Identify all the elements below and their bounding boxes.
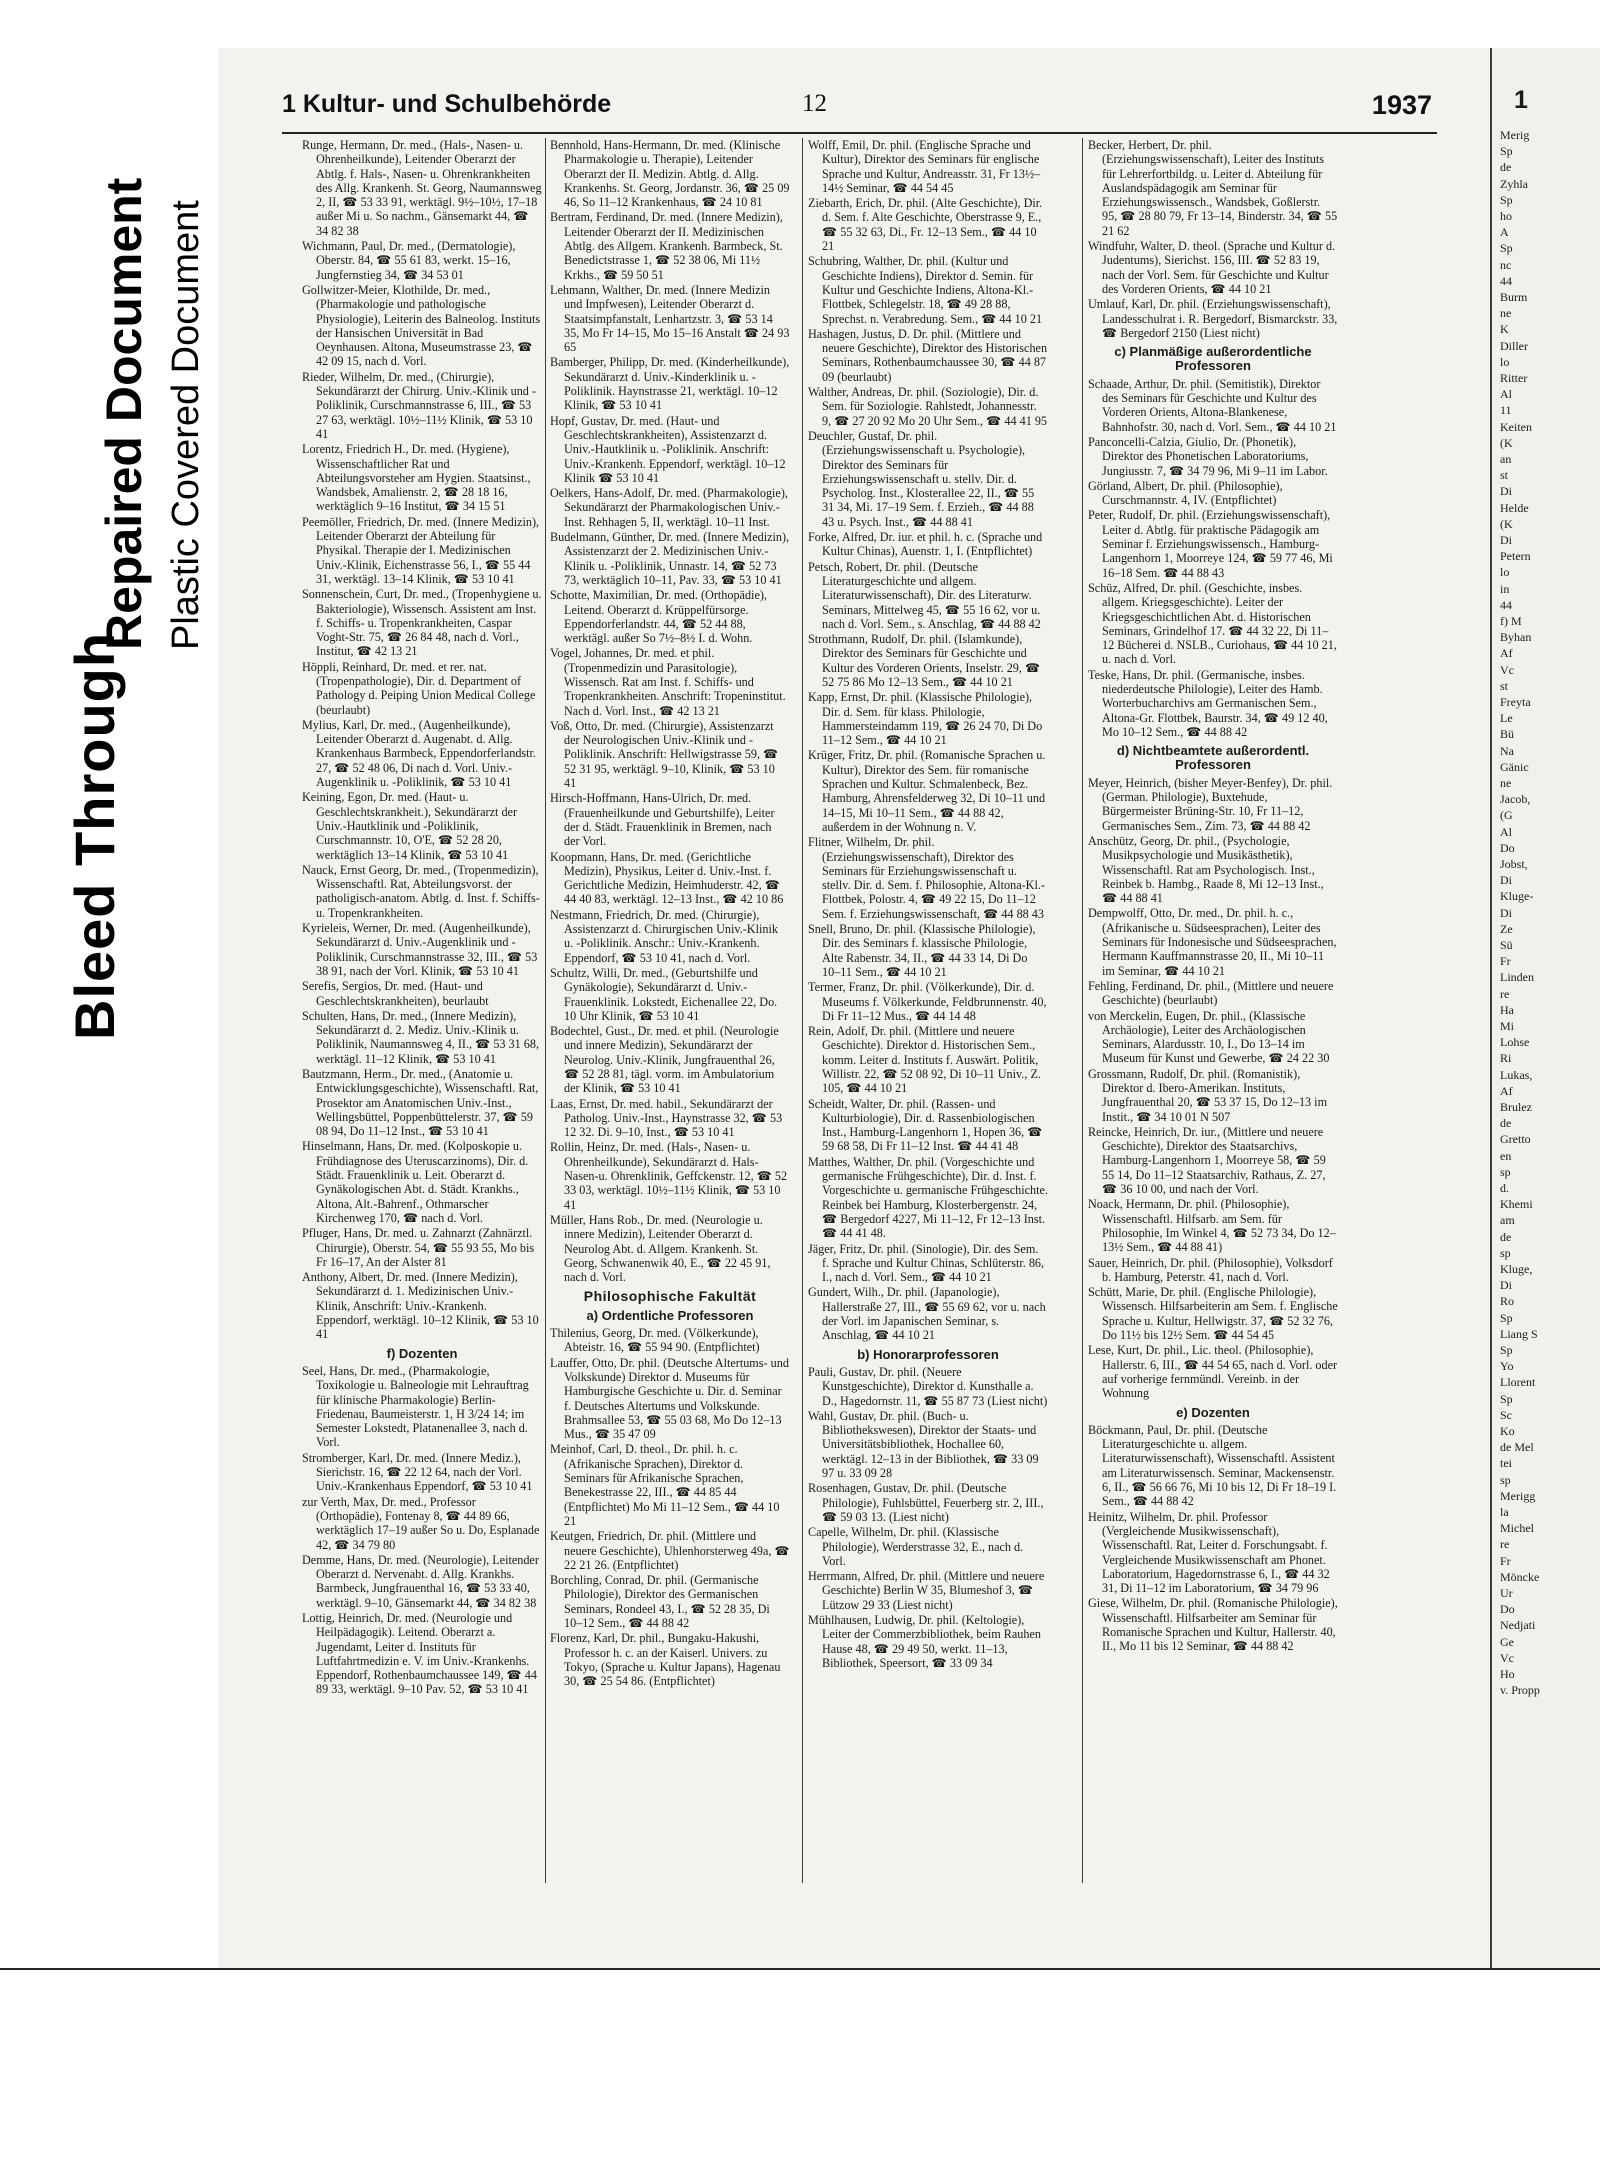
adjacent-page-fragment: Ze [1500,921,1513,936]
adjacent-page-fragment: Af [1500,646,1513,661]
directory-entry: Voß, Otto, Dr. med. (Chirurgie), Assistenzarzt der Neurologischen Univ.-Klinik und -Poliklinik. Anschrift: Hellwigstrasse 59, ☎ 52 31 95, werktägl. 9–10, Klinik, ☎ 53 10 41 [550,718,779,791]
adjacent-page-fragment: Na [1500,743,1514,758]
directory-entry: Mylius, Karl, Dr. med., (Augenheilkunde), Leitender Oberarzt d. Augenabt. d. Allg. Krankenhaus Barmbeck, Eppendorferlandstr. 27, ☎ 52 48 06, Di nach d. Vorl. Univ.-Augenklinik u. -Poliklinik, ☎ 53 10 41 [302,717,536,790]
directory-entry: Petsch, Robert, Dr. phil. (Deutsche Literaturgeschichte und allgem. Literaturwissenschaft), Dir. des Literaturw. Seminars, Mittelweg 45, ☎ 55 16 62, vor u. nach d. Vorl. Sem., s. Anschlag, ☎ 44 88 42 [808,559,1041,631]
adjacent-page-fragment: Ho [1500,1667,1515,1681]
adjacent-page-fragment: de Mel [1500,1440,1534,1455]
directory-entry: Wahl, Gustav, Dr. phil. (Buch- u. Bibliothekswesen), Direktor der Staats- und Universitätsbibliothek, Hochallee 60, werktägl. 12–13 in der Bibliothek, ☎ 33 09 97 u. 33 09 28 [808,1408,1039,1481]
header-year: 1937 [1371,90,1432,120]
directory-entry: Umlauf, Karl, Dr. phil. (Erziehungswissenschaft), Landesschulrat i. R. Bergedorf, Bismarckstr. 33, ☎ Bergedorf 2150 (Liest nicht) [1088,297,1338,340]
directory-entry: Peemöller, Friedrich, Dr. med. (Innere Medizin), Leitender Oberarzt der Abteilung für Physikal. Therapie der I. Medizinischen Univ.-Klinik, Eichenstrasse 56, I., ☎ 55 44 31, werktägl. 13–14 Klinik, ☎ 53 10 41 [302,514,540,586]
section-heading: Philosophische Fakultät [583,1288,757,1305]
adjacent-page-fragment: Ha [1500,1002,1514,1017]
directory-entry: Lottig, Heinrich, Dr. med. (Neurologie und Heilpädagogik). Leitend. Oberarzt a. Jugendamt, Leiter d. Instituts für Luftfahrtmedizin e. V. im Univ.-Krankenhs. Eppendorf, Rothenbaumchaussee 149, ☎ 44 89 33, werktägl. 9–10 Pav. 52, ☎ 53 10 41 [302,1610,537,1697]
adjacent-page-edge [1492,48,1600,1968]
adjacent-page-fragment: Burm [1500,290,1528,304]
directory-entry: Schultz, Willi, Dr. med., (Geburtshilfe und Gynäkologie), Sekundärarzt d. Univ.-Frauenklinik. Lokstedt, Eichenallee 22, Do. 10 Uhr Klinik, ☎ 53 10 41 [550,965,778,1023]
adjacent-page-fragment: Di [1500,484,1512,499]
column-1 [302,138,542,1698]
adjacent-page-fragment: sp [1500,1245,1511,1260]
adjacent-page-fragment: Petern [1500,549,1531,564]
adjacent-page-fragment: in [1500,581,1510,596]
plastic-covered-label: Plastic Covered Document [165,200,207,650]
adjacent-page-fragment: lo [1500,565,1510,580]
directory-entry: Müller, Hans Rob., Dr. med. (Neurologie u. innere Medizin), Leitender Oberarzt d. Neurolog Abt. d. Allgem. Krankenh. St. Georg, Schwanenwik 40, E., ☎ 22 45 91, nach d. Vorl. [550,1212,771,1285]
directory-entry: Keutgen, Friedrich, Dr. phil. (Mittlere und neuere Geschichte), Uhlenhorsterweg 49a, ☎ 22 21 26. (Entpflichtet) [550,1529,790,1572]
directory-entry: Rosenhagen, Gustav, Dr. phil. (Deutsche Philologie), Fuhlsbüttel, Feuerberg str. 2, III., ☎ 59 03 13. (Liest nicht) [808,1481,1044,1524]
directory-entry: Pfluger, Hans, Dr. med. u. Zahnarzt (Zahnärztl. Chirurgie), Oberstr. 54, ☎ 55 93 55, Mo bis Fr 16–17, An der Alster 81 [302,1226,535,1269]
directory-entry: Seel, Hans, Dr. med., (Pharmakologie, Toxikologie u. Balneologie mit Lehrauftrag für klinische Pharmakologie) Berlin-Friedenau, Baumeisterstr. 1, H 3/24 14; im Semester Lokstedt, Platanenallee 3, nach d. Vorl. [302,1363,529,1450]
directory-entry: Schotte, Maximilian, Dr. med. (Orthopädie), Leitend. Oberarzt d. Krüppelfürsorge. Eppendorferlandstr. 44, ☎ 52 44 88, werktägl. außer So 7½–8½ I. d. Wohn. [550,588,767,646]
directory-entry: Oelkers, Hans-Adolf, Dr. med. (Pharmakologie), Sekundärarzt der Pharmakologischen Univ.-Inst. Rehhagen 5, II, werktägl. 10–11 Inst. [550,486,788,529]
adjacent-page-fragment: f) M [1500,614,1522,628]
adjacent-page-fragment: K [1500,322,1509,337]
adjacent-page-fragment: re [1500,1537,1510,1552]
directory-entry: Schulten, Hans, Dr. med., (Innere Medizin), Sekundärarzt d. 2. Mediz. Univ.-Klinik u. Poliklinik, Naumannsweg 4, II., ☎ 53 31 68, werktägl. 11–12 Klinik, ☎ 53 10 41 [302,1008,540,1066]
directory-entry: Höppli, Reinhard, Dr. med. et rer. nat. (Tropenpathologie), Dir. d. Department of Pathology d. Peiping Union Medical College (beurlaubt) [302,659,536,717]
directory-entry: Strothmann, Rudolf, Dr. phil. (Islamkunde), Direktor des Seminars für Geschichte und Kultur des Vorderen Orients, Inselstr. 29, ☎ 52 75 86 Mo 12–13 Sem., ☎ 44 10 21 [808,632,1041,689]
adjacent-page-fragment: Do [1500,840,1515,855]
adjacent-page-fragment: Sp [1500,1343,1513,1357]
directory-entry: Serefis, Sergios, Dr. med. (Haut- und Geschlechtskrankheiten), beurlaubt [302,979,489,1008]
adjacent-page-fragment: Khemi [1500,1197,1533,1212]
directory-entry: Keining, Egon, Dr. med. (Haut- u. Geschlechtskrankheit.), Sekundärarzt der Univ.-Hautklinik und -Poliklinik, Curschmannstr. 10, O'E, ☎ 52 28 20, werktäglich 13–14 Klinik, ☎ 53 10 41 [302,790,518,862]
adjacent-page-fragment: Ko [1500,1424,1515,1438]
directory-entry: Rollin, Heinz, Dr. med. (Hals-, Nasen- u. Ohrenheilkunde), Sekundärarzt d. Hals-Nasen-u. Ohrenklinik, Geffckenstr. 12, ☎ 52 33 03, werktägl. 10½–11½ Klinik, ☎ 53 10 41 [550,1140,788,1212]
scan-bottom-edge [0,1968,1600,1970]
directory-entry: Scheidt, Walter, Dr. phil. (Rassen- und Kulturbiologie), Dir. d. Rassenbiologischen Inst., Hamburg-Langenhorn 1, Hopen 36, ☎ 59 68 58, Di Fr 11–12 Inst. ☎ 44 41 48 [808,1096,1043,1154]
header-rule [282,132,1437,134]
adjacent-page-fragment: Zyhla [1500,176,1528,191]
document-page [218,48,1490,1968]
directory-entry: Meinhof, Carl, D. theol., Dr. phil. h. c. (Afrikanische Sprachen), Direktor d. Seminars für Afrikanische Sprachen, Benekestrasse 22, III., ☎ 44 85 44 (Entpflichtet) Mo Mi 11–12 Sem., ☎ 44 10 21 [550,1442,780,1528]
adjacent-page-fragment: Möncke [1500,1569,1540,1584]
directory-entry: zur Verth, Max, Dr. med., Professor (Orthopädie), Fontenay 8, ☎ 44 89 66, werktäglich 17–19 außer So u. Do, Esplanade 42, ☎ 34 79 80 [302,1494,540,1552]
directory-entry: Pauli, Gustav, Dr. phil. (Neuere Kunstgeschichte), Direktor d. Kunsthalle a. D., Hagedornstr. 11, ☎ 55 87 73 (Liest nicht) [808,1364,1048,1408]
adjacent-page-fragment: Do [1500,1602,1515,1617]
adjacent-page-fragment: Sp [1500,241,1513,256]
adjacent-page-fragment: (G [1500,808,1513,823]
directory-entry: Lorentz, Friedrich H., Dr. med. (Hygiene), Wissenschaftlicher Rat und Abteilungsvorsteher am Hygien. Staatsinst., Wandsbek, Amalienstr. 2, ☎ 28 18 16, werktäglich 9–16 Institut, ☎ 34 15 51 [302,442,531,514]
directory-entry: Reincke, Heinrich, Dr. iur., (Mittlere und neuere Geschichte), Direktor des Staatsarchivs, Hamburg-Langenhorn 1, Moorreye 58, ☎ 59 55 14, Do 11–12 Staatsarchiv, Rathaus, Z. 27, ☎ 36 10 00, und nach der Vorl. [1088,1124,1326,1197]
adjacent-page-fragment: Sp [1500,192,1513,207]
directory-entry: Hopf, Gustav, Dr. med. (Haut- und Geschlechtskrankheiten), Assistenzarzt d. Univ.-Hautklinik u. -Poliklinik. Anschrift: Univ.-Krankenh. Eppendorf, werktägl. 10–12 Klinik ☎ 53 10 41 [550,413,786,485]
directory-entry: Schaade, Arthur, Dr. phil. (Semitistik), Direktor des Seminars für Geschichte und Kultur des Vorderen Orients, Altona-Blankenese, Bahnhofstr. 30, nach d. Vorl. Sem., ☎ 44 10 21 [1088,376,1337,434]
section-heading: f) Dozenten [386,1345,458,1361]
header-title: 1 Kultur- und Schulbehörde [282,90,612,118]
directory-entry: Rein, Adolf, Dr. phil. (Mittlere und neuere Geschichte). Direktor d. Historischen Sem., komm. Leiter d. Instituts f. Auswärt. Politik, Willistr. 22, ☎ 52 08 92, Di 10–11 Univ., Z. 105, ☎ 44 10 21 [808,1024,1041,1096]
adjacent-page-fragment: sp [1500,1164,1511,1179]
adjacent-page-fragment: Vc [1500,662,1514,677]
directory-entry: Heinitz, Wilhelm, Dr. phil. Professor (Vergleichende Musikwissenschaft), Wissenschaftl. Rat, Leiter d. Forschungsabt. f. Vergleichende Musikwissenschaft am Phonet. Laboratorium, Hagedornstrasse 6, I., ☎ 44 32 31, Di 11–12 im Laboratorium, ☎ 34 79 96 [1088,1509,1330,1596]
directory-entry: Görland, Albert, Dr. phil. (Philosophie), Curschmannstr. 4, IV. (Entpflichtet) [1088,478,1283,508]
directory-entry: Meyer, Heinrich, (bisher Meyer-Benfey), Dr. phil. (German. Philologie), Buxtehude, Bürgermeister Brüning-Str. 10, Fr 11–12, Germanisches Sem., Zim. 73, ☎ 44 88 42 [1088,775,1333,833]
adjacent-page-fragment: Sc [1500,1407,1512,1422]
adjacent-page-fragment: Di [1500,873,1512,888]
directory-entry: Bautzmann, Herm., Dr. med., (Anatomie u. Entwicklungsgeschichte), Wissenschaftl. Rat, Prosektor am Anatomischen Univ.-Inst., Wellingsbüttel, Poppenbüttelerstr. 37, ☎ 59 08 94, Do 11–12 Inst., ☎ 53 10 41 [302,1067,539,1139]
adjacent-page-fragment: Di [1500,533,1512,547]
adjacent-page-fragment: re [1500,986,1510,1001]
section-heading: c) Planmäßige außerordentliche Professoren [1114,344,1312,374]
adjacent-page-fragment: Ri [1500,1051,1512,1066]
column-divider [1082,138,1083,1883]
adjacent-page-header: 1 [1514,86,1528,114]
adjacent-page-fragment: lo [1500,354,1510,369]
adjacent-page-fragment: Al [1500,824,1512,839]
directory-entry: Schütt, Marie, Dr. phil. (Englische Philologie), Wissensch. Hilfsarbeiterin am Sem. f. Englische Sprache u. Kultur, Hellwigstr. 37, ☎ 52 32 76, Do 11½ bis 12½ Sem. ☎ 44 54 45 [1088,1285,1338,1343]
adjacent-page-fragment: Merigg [1500,1488,1536,1503]
directory-entry: Anschütz, Georg, Dr. phil., (Psychologie, Musikpsychologie und Musikästhetik), Wissenschaftl. Rat am Psychologisch. Inst., Reinbek b. Hambg., Raade 8, Mi 12–13 Inst., ☎ 44 88 41 [1088,833,1324,906]
directory-entry: Forke, Alfred, Dr. iur. et phil. h. c. (Sprache und Kultur Chinas), Auenstr. 1, I. (Entpflichtet) [808,530,1043,559]
directory-entry: Flitner, Wilhelm, Dr. phil. (Erziehungswissenschaft), Direktor des Seminars für Erziehungswissenschaft u. stellv. Dir. d. Sem. f. Philosophie, Altona-Kl.-Flottbek, Polostr. 4, ☎ 49 22 15, Do 11–12 Sem. f. Erziehungswissenschaft, ☎ 44 88 43 [808,835,1045,921]
adjacent-page-fragment: Bü [1500,727,1515,742]
adjacent-page-fragment: Gretto [1500,1132,1531,1147]
directory-entry: Kyrieleis, Werner, Dr. med. (Augenheilkunde), Sekundärarzt d. Univ.-Augenklinik und -Poliklinik, Curschmannstrasse 32, III., ☎ 53 38 91, nach der Vorl. Klinik, ☎ 53 10 41 [302,921,538,978]
directory-entry: von Merckelin, Eugen, Dr. phil., (Klassische Archäologie), Leiter des Archäologischen Seminars, Alardusstr. 10, I., Do 13–14 im Museum für Kunst und Gewerbe, ☎ 24 22 30 [1088,1008,1330,1066]
adjacent-page-fragment: Fr [1500,1553,1511,1568]
adjacent-page-fragment: Byhan [1500,630,1532,645]
directory-entry: Stromberger, Karl, Dr. med. (Innere Mediz.), Sierichstr. 16, ☎ 22 12 64, nach der Vorl. Univ.-Krankenhaus Eppendorf, ☎ 53 10 41 [302,1450,533,1494]
directory-entry: Giese, Wilhelm, Dr. phil. (Romanische Philologie), Wissenschaftl. Hilfsarbeiter am Seminar für Romanische Sprachen und Kultur, Hallerstr. 40, II., Mo 11 bis 12 Seminar, ☎ 44 88 42 [1088,1596,1338,1654]
directory-entry: Gollwitzer-Meier, Klothilde, Dr. med., (Pharmakologie und pathologische Physiologie), Leiterin des Balneolog. Instituts der Hansischen Universität in Bad Oeynhausen. Altona, Museumstrasse 23, ☎ 42 09 15, nach d. Vorl. [302,282,541,369]
adjacent-page-fragment: Keiten [1500,419,1532,434]
adjacent-page-fragment: d. [1500,1181,1509,1195]
adjacent-page-fragment: Sü [1500,938,1513,952]
column-4 [1088,138,1338,1655]
directory-entry: Capelle, Wilhelm, Dr. phil. (Klassische Philologie), Werderstrasse 32, E., nach d. Vorl. [808,1525,1024,1568]
directory-entry: Thilenius, Georg, Dr. med. (Völkerkunde), Abteistr. 16, ☎ 55 94 90. (Entpflichtet) [550,1326,760,1355]
directory-entry: Schüz, Alfred, Dr. phil. (Geschichte, insbes. allgem. Kriegsgeschichte). Leiter der Kriegsgeschichtlichen Abt. d. Historischen Seminars, Grindelhof 17. ☎ 44 32 22, Di 11–12 Bücherei d. NSLB., Curiohaus, ☎ 44 10 21, u. nach d. Vorl. [1088,580,1337,667]
adjacent-page-fragment: Llorent [1500,1375,1536,1390]
adjacent-page-fragment: am [1500,1213,1515,1228]
scan-annotation-labels [0,0,215,1130]
adjacent-page-fragment: Freyta [1500,695,1531,709]
adjacent-page-fragment: tei [1500,1456,1512,1471]
directory-entry: Nauck, Ernst Georg, Dr. med., (Tropenmedizin), Wissenschaftl. Rat, Abteilungsvorst. der patholigisch-anatom. Abtlg. d. Inst. f. Schiffs- u. Tropenkrankheiten. [302,862,540,920]
adjacent-page-fragment: de [1500,160,1512,175]
directory-entry: Sauer, Heinrich, Dr. phil. (Philosophie), Volksdorf b. Hamburg, Peterstr. 41, nach d. Vorl. [1088,1255,1333,1284]
adjacent-page-fragment: Fr [1500,954,1511,969]
adjacent-page-fragment: an [1500,452,1512,466]
directory-entry: Deuchler, Gustaf, Dr. phil. (Erziehungswissenschaft u. Psychologie), Direktor des Seminars für Erziehungswissenschaft u. stellv. Dir. d. Psycholog. Inst., Klosterallee 22, II., ☎ 55 31 34, Mi. 17–19 Sem. f. Erzieh., ☎ 44 88 43 u. Psych. Inst., ☎ 44 88 41 [808,428,1035,529]
adjacent-page-fragment: Sp [1500,144,1513,159]
directory-entry: Mühlhausen, Ludwig, Dr. phil. (Keltologie), Leiter der Commerzbibliothek, beim Rauhen Hause 48, ☎ 29 49 50, werkt. 11–13, Bibliothek, Speersort, ☎ 33 09 34 [808,1612,1041,1670]
directory-entry: Hirsch-Hoffmann, Hans-Ulrich, Dr. med. (Frauenheilkunde und Geburtshilfe), Leiter der d. Städt. Frauenklinik in Bremen, nach der Vorl. [550,791,775,849]
column-divider [802,138,803,1883]
adjacent-page-fragment: ne [1500,776,1512,790]
adjacent-page-fragment: Vc [1500,1650,1514,1665]
adjacent-page-fragment: Yo [1500,1359,1514,1374]
adjacent-page-fragment: Diller [1500,338,1528,353]
adjacent-page-fragment: Jacob, [1500,792,1531,807]
directory-entry: Gundert, Wilh., Dr. phil. (Japanologie), Hallerstraße 27, III., ☎ 55 69 62, vor u. nach der Vorl. im Japanischen Seminar, s. Anschlag, ☎ 44 10 21 [808,1285,1046,1343]
adjacent-page-fragment: Sp [1500,1310,1513,1325]
directory-entry: Sonnenschein, Curt, Dr. med., (Tropenhygiene u. Bakteriologie), Wissensch. Assistent am Inst. f. Schiffs- u. Tropenkrankheiten, Caspar Voght-Str. 75, ☎ 26 84 48, nach d. Vorl., Institut, ☎ 42 13 21 [302,587,542,659]
directory-entry: Bamberger, Philipp, Dr. med. (Kinderheilkunde), Sekundärarzt d. Univ.-Kinderklinik u. -Poliklinik. Haynstrasse 21, werktägl. 10–12 Klinik, ☎ 53 10 41 [550,355,790,413]
directory-entry: Kapp, Ernst, Dr. phil. (Klassische Philologie), Dir. d. Sem. für klass. Philologie, Hammersteindamm 119, ☎ 26 24 70, Di Do 11–12 Sem., ☎ 44 10 21 [808,690,1043,748]
directory-entry: Teske, Hans, Dr. phil. (Germanische, insbes. niederdeutsche Philologie), Leiter des Hamb. Worterbucharchivs am Germanischen Sem., Altona-Gr. Flottbek, Baurstr. 34, ☎ 49 12 40, Mo 10–12 Sem., ☎ 44 88 42 [1088,667,1328,739]
adjacent-page-fragment: Liang S [1500,1326,1538,1341]
directory-entry: Wichmann, Paul, Dr. med., (Dermatologie), Oberstr. 84, ☎ 55 61 83, werkt. 15–16, Jungfernstieg 34, ☎ 34 53 01 [302,239,516,282]
directory-entry: Krüger, Fritz, Dr. phil. (Romanische Sprachen u. Kultur), Direktor des Sem. für romanische Sprachen und Kultur. Schmalenbeck, Bez. Hamburg, Ahrensfelderweg 32, Di 10–11 und 14–15, Mi 10–11 Sem., ☎ 44 88 42, außerdem in der Wohnung n. V. [808,748,1046,834]
column-divider [545,138,546,1883]
directory-entry: Bodechtel, Gust., Dr. med. et phil. (Neurologie und innere Medizin), Sekundärarzt der Neurolog. Univ.-Klinik, Jungfrauenthal 26, ☎ 52 28 81, tägl. vorm. im Ambulatorium der Klinik, ☎ 53 10 41 [550,1024,779,1096]
adjacent-page-fragment: Ro [1500,1294,1515,1309]
directory-entry: Walther, Andreas, Dr. phil. (Soziologie), Dir. d. Sem. für Soziologie. Rahlstedt, Johannesstr. 9, ☎ 27 20 92 Mo 20 Uhr Sem., ☎ 44 41 95 [808,385,1048,428]
directory-entry: Noack, Hermann, Dr. phil. (Philosophie), Wissenschaftl. Hilfsarb. am Sem. für Philosophie, Im Winkel 4, ☎ 52 73 34, Do 12–13½ Sem., ☎ 44 88 41) [1088,1197,1336,1255]
directory-entry: Nestmann, Friedrich, Dr. med. (Chirurgie), Assistenzarzt d. Chirurgischen Univ.-Klinik u. -Poliklinik. Anschr.: Univ.-Krankenh. Eppendorf, ☎ 53 10 41, nach d. Vorl. [550,907,778,965]
adjacent-page-fragment: Lohse [1500,1035,1530,1050]
directory-entry: Snell, Bruno, Dr. phil. (Klassische Philologie), Dir. des Seminars f. klassische Philologie, Alte Rabenstr. 34, II., ☎ 44 33 14, Di Do 10–11 Sem., ☎ 44 10 21 [808,922,1036,979]
bleed-through-label: Bleed Through [63,631,126,1040]
adjacent-page-fragment: de [1500,1229,1512,1244]
directory-entry: Borchling, Conrad, Dr. phil. (Germanische Philologie), Direktor des Germanischen Seminars, Rondeel 43, I., ☎ 52 28 35, Di 10–12 Sem., ☎ 44 88 42 [550,1573,770,1630]
directory-entry: Vogel, Johannes, Dr. med. et phil. (Tropenmedizin und Parasitologie), Wissensch. Rat am Inst. f. Schiffs- und Tropenkrankheiten. Anschrift: Tropeninstitut. Nach d. Vorl. Inst., ☎ 42 13 21 [550,646,786,718]
directory-entry: Florenz, Karl, Dr. phil., Bungaku-Hakushi, Professor h. c. an der Kaiserl. Univers. zu Tokyo, (Sprache u. Kultur Japans), Hagenau 30, ☎ 25 54 86. (Entpflichtet) [550,1631,781,1689]
adjacent-page-fragment: Af [1500,1083,1513,1098]
adjacent-page-fragment: A [1500,225,1509,240]
directory-entry: Lehmann, Walther, Dr. med. (Innere Medizin und Impfwesen), Leitender Oberarzt d. Staatsimpfanstalt, Lenhartzstr. 3, ☎ 53 14 35, Mo Fr 14–15, Mo 15–16 Anstalt ☎ 24 93 65 [550,282,790,355]
adjacent-page-fragment: la [1500,1505,1509,1519]
adjacent-page-fragment: nc [1500,257,1512,272]
directory-entry: Bertram, Ferdinand, Dr. med. (Innere Medizin), Leitender Oberarzt der II. Medizinischen Abtlg. des Allgem. Krankenh. Barmbeck, St. Benedictstrasse 1, ☎ 52 38 06, Mi 11½ Krkhs., ☎ 59 50 51 [550,210,783,282]
adjacent-page-fragment: Helde [1500,500,1529,515]
adjacent-page-fragment: Al [1500,387,1512,402]
directory-entry: Lauffer, Otto, Dr. phil. (Deutsche Altertums- und Volkskunde) Direktor d. Museums für Hamburgische Geschichte u. Dir. d. Seminar f. Deutsches Altertums und Volkskunde. Brahmsallee 53, ☎ 55 03 68, Mo Do 12–13 Mus., ☎ 35 47 09 [550,1355,789,1442]
directory-entry: Herrmann, Alfred, Dr. phil. (Mittlere und neuere Geschichte) Berlin W 35, Blumeshof 3, ☎ Lützow 29 33 (Liest nicht) [808,1569,1045,1612]
adjacent-page-fragment: ne [1500,306,1512,321]
adjacent-page-fragment: Mi [1500,1019,1515,1033]
section-heading: d) Nichtbeamtete außerordentl. Professoren [1116,743,1310,773]
directory-entry: Böckmann, Paul, Dr. phil. (Deutsche Literaturgeschichte u. allgem. Literaturwissenschaft), Wissenschaftl. Assistent am Literaturwissensch. Seminar, Mackensenstr. 6, II., ☎ 56 66 76, Mi 10 bis 12, Di Fr 18–19 I. Sem., ☎ 44 88 42 [1088,1422,1337,1509]
directory-entry: Laas, Ernst, Dr. med. habil., Sekundärarzt der Patholog. Univ.-Inst., Haynstrasse 32, ☎ 53 12 32. Di. 9–10, Inst., ☎ 53 10 41 [550,1096,783,1140]
directory-entry: Demme, Hans, Dr. med. (Neurologie), Leitender Oberarzt d. Nervenabt. d. Allg. Krankhs. Barmbeck, Jungfrauenthal 16, ☎ 53 33 40, werktägl. 9–10, Gänsemarkt 44, ☎ 34 82 38 [302,1552,539,1610]
directory-entry: Peter, Rudolf, Dr. phil. (Erziehungswissenschaft), Leiter d. Abtlg. für praktische Pädagogik am Seminar f. Erziehungswissensch., Hamburg-Langenhorn 1, Moorreye 124, ☎ 59 77 46, Mi 16–18 Sem. ☎ 44 88 43 [1088,508,1333,580]
section-heading: a) Ordentliche Professoren [586,1307,754,1323]
adjacent-page-fragment: de [1500,1116,1512,1131]
column-2 [550,138,790,1689]
repaired-document-label: Repaired Document [96,177,152,650]
section-heading: b) Honorarprofessoren [857,1346,999,1362]
directory-entry: Matthes, Walther, Dr. phil. (Vorgeschichte und germanische Frühgeschichte), Dir. d. Inst. f. Vorgeschichte u. germanische Frühgeschichte. Reinbek bei Hamburg, Klosterbergenstr. 24, ☎ Bergedorf 4227, Mi 11–12, Fr 12–13 Inst. ☎ 44 41 48. [808,1154,1048,1241]
page-header [282,88,1432,128]
adjacent-page-fragment: Kluge- [1500,889,1534,904]
adjacent-page-fragment: Merig [1500,128,1530,142]
directory-entry: Dempwolff, Otto, Dr. med., Dr. phil. h. c., (Afrikanische u. Südseesprachen), Leiter des Seminars für Indonesische und Südseesprachen, Hermann Kauffmannstrasse 20, II., Mi 10–11 im Seminar, ☎ 44 10 21 [1088,906,1337,978]
adjacent-page-fragment: 44 [1500,597,1512,612]
directory-entry: Koopmann, Hans, Dr. med. (Gerichtliche Medizin), Physikus, Leiter d. Univ.-Inst. f. Gerichtliche Medizin, Heimhuderstr. 42, ☎ 44 40 83, werktägl. 12–13 Inst., ☎ 42 10 86 [550,849,784,907]
directory-entry: Ziebarth, Erich, Dr. phil. (Alte Geschichte), Dir. d. Sem. f. Alte Geschichte, Oberstrasse 9, E., ☎ 55 32 63, Di., Fr. 12–13 Sem., ☎ 44 10 21 [808,196,1043,254]
directory-entry: Runge, Hermann, Dr. med., (Hals-, Nasen- u. Ohrenheilkunde), Leitender Oberarzt der Abtlg. f. Hals-, Nasen- u. Ohrenkrankheiten des Allg. Krankenh. St. Georg, Naumannsweg 2, II, ☎ 53 33 91, werktägl. 9½–10½, 17–18 außer Mi u. So nachm., Gänsemarkt 44, ☎ 34 82 38 [302,138,542,238]
section-heading: e) Dozenten [1176,1404,1250,1420]
adjacent-page-fragment: Brulez [1500,1100,1532,1114]
directory-entry: Schubring, Walther, Dr. phil. (Kultur und Geschichte Indiens), Direktor d. Semin. für Kultur und Geschichte Indiens, Altona-Kl.-Flottbek, Schlegelstr. 18, ☎ 49 28 88, Sprechst. n. Verabredung. Sem., ☎ 44 10 21 [808,254,1043,326]
adjacent-page-fragment: 44 [1500,273,1512,288]
directory-entry: Panconcelli-Calzia, Giulio, Dr. (Phonetik), Direktor des Phonetischen Laboratoriums, Jungiusstr. 7, ☎ 34 79 96, Mi 9–11 im Labor. [1088,434,1328,478]
adjacent-page-fragment: Ge [1500,1634,1514,1649]
adjacent-page-fragment: Kluge, [1500,1262,1533,1276]
directory-entry: Wolff, Emil, Dr. phil. (Englische Sprache und Kultur), Direktor des Seminars für englische Sprache und Kultur, Andreasstr. 31, Fr 13½–14½ Seminar, ☎ 44 54 45 [808,138,1041,195]
directory-entry: Rieder, Wilhelm, Dr. med., (Chirurgie), Sekundärarzt der Chirurg. Univ.-Klinik und -Poliklinik, Curschmannstrasse 6, III., ☎ 53 27 63, werktägl. 10½–11½ Klinik, ☎ 53 10 41 [302,369,537,441]
adjacent-page-fragment: Linden [1500,970,1534,985]
directory-entry: Windfuhr, Walter, D. theol. (Sprache und Kultur d. Judentums), Sierichst. 156, III. ☎ 52 83 19, nach der Vorl. Sem. für Geschichte und Kultur des Vorderen Orients, ☎ 44 10 21 [1088,239,1336,296]
adjacent-page-fragment: st [1500,678,1509,693]
directory-entry: Hinselmann, Hans, Dr. med. (Kolposkopie u. Frühdiagnose des Uteruscarzinoms), Dir. d. Städt. Frauenklinik u. Leit. Oberarzt d. Gynäkologischen Abt. d. Städt. Krankhs., Altona, Alt.-Bahrenf., Othmarscher Kirchenweg 170, ☎ nach d. Vorl. [302,1139,529,1225]
adjacent-page-fragment: st [1500,468,1509,483]
adjacent-page-fragment: Lukas, [1500,1067,1533,1082]
directory-entry: Bennhold, Hans-Hermann, Dr. med. (Klinische Pharmakologie u. Therapie), Leitender Oberarzt der II. Medizin. Abtlg. d. Allg. Krankenhs. St. Georg, Jordanstr. 36, ☎ 25 09 46, So 11–12 Krankenhaus, ☎ 24 10 81 [550,138,790,210]
adjacent-page-fragment: (K [1500,435,1513,450]
adjacent-page-fragment: en [1500,1148,1512,1163]
adjacent-page-fragment: Michel [1500,1521,1534,1536]
directory-entry: Fehling, Ferdinand, Dr. phil., (Mittlere und neuere Geschichte) (beurlaubt) [1088,978,1334,1008]
directory-entry: Grossmann, Rudolf, Dr. phil. (Romanistik), Direktor d. Ibero-Amerikan. Instituts, Jungfrauenthal 20, ☎ 53 37 15, Do 12–13 im Instit., ☎ 34 10 01 N 507 [1088,1066,1328,1124]
directory-entry: Hashagen, Justus, D. Dr. phil. (Mittlere und neuere Geschichte), Direktor des Historischen Seminars, Rothenbaumchaussee 30, ☎ 44 87 09 (beurlaubt) [808,326,1048,384]
directory-entry: Termer, Franz, Dr. phil. (Völkerkunde), Dir. d. Museums f. Völkerkunde, Feldbrunnenstr. 40, Di Fr 11–12 Mus., ☎ 44 14 48 [808,980,1047,1023]
adjacent-page-fragment: Jobst, [1500,857,1528,871]
directory-entry: Anthony, Albert, Dr. med. (Innere Medizin), Sekundärarzt d. 1. Medizinischen Univ.-Klinik, Anschrift: Univ.-Krankenh. Eppendorf, werktägl. 10–12 Klinik, ☎ 53 10 41 [302,1270,539,1342]
page-number: 12 [802,90,827,117]
directory-entry: Jäger, Fritz, Dr. phil. (Sinologie), Dir. des Sem. f. Sprache und Kultur Chinas, Schlüterstr. 86, I., nach d. Vorl. Sem., ☎ 44 10 21 [808,1241,1045,1285]
adjacent-page-fragment: Di [1500,905,1512,920]
directory-entry: Lese, Kurt, Dr. phil., Lic. theol. (Philosophie), Hallerstr. 6, III., ☎ 44 54 65, nach d. Vorl. oder auf vorherige fernmündl. Vereinb. in der Wohnung [1088,1343,1338,1401]
adjacent-page-fragment: Ur [1500,1586,1513,1600]
directory-entry: Becker, Herbert, Dr. phil. (Erziehungswissenschaft), Leiter des Instituts für Lehrerfortbildg. u. Leiter d. Abteilung für Auslandspädagogik am Seminar für Erziehungswissensch., Wandsbek, Goßlerstr. 95, ☎ 28 80 79, Fr 13–14, Binderstr. 34, ☎ 55 21 62 [1088,138,1338,238]
adjacent-page-fragment: Le [1500,711,1513,726]
adjacent-page-fragment: sp [1500,1472,1511,1487]
column-3 [808,138,1048,1671]
adjacent-page-fragment: Gänic [1500,759,1529,774]
adjacent-page-fragment: (K [1500,516,1513,531]
adjacent-page-fragment: 11 [1500,403,1512,418]
adjacent-page-fragment: Ritter [1500,371,1528,385]
adjacent-page-fragment: v. Propp [1500,1683,1540,1698]
adjacent-page-fragment: Di [1500,1278,1512,1293]
adjacent-page-fragment: Nedjati [1500,1618,1536,1633]
adjacent-page-fragment: ho [1500,209,1512,223]
adjacent-page-fragment: Sp [1500,1391,1513,1406]
directory-entry: Budelmann, Günther, Dr. med. (Innere Medizin), Assistenzarzt der 2. Medizinischen Univ.-Klinik u. -Poliklinik, Unnastr. 14, ☎ 52 73 73, werktäglich 10–11, Pav. 33, ☎ 53 10 41 [550,530,790,587]
